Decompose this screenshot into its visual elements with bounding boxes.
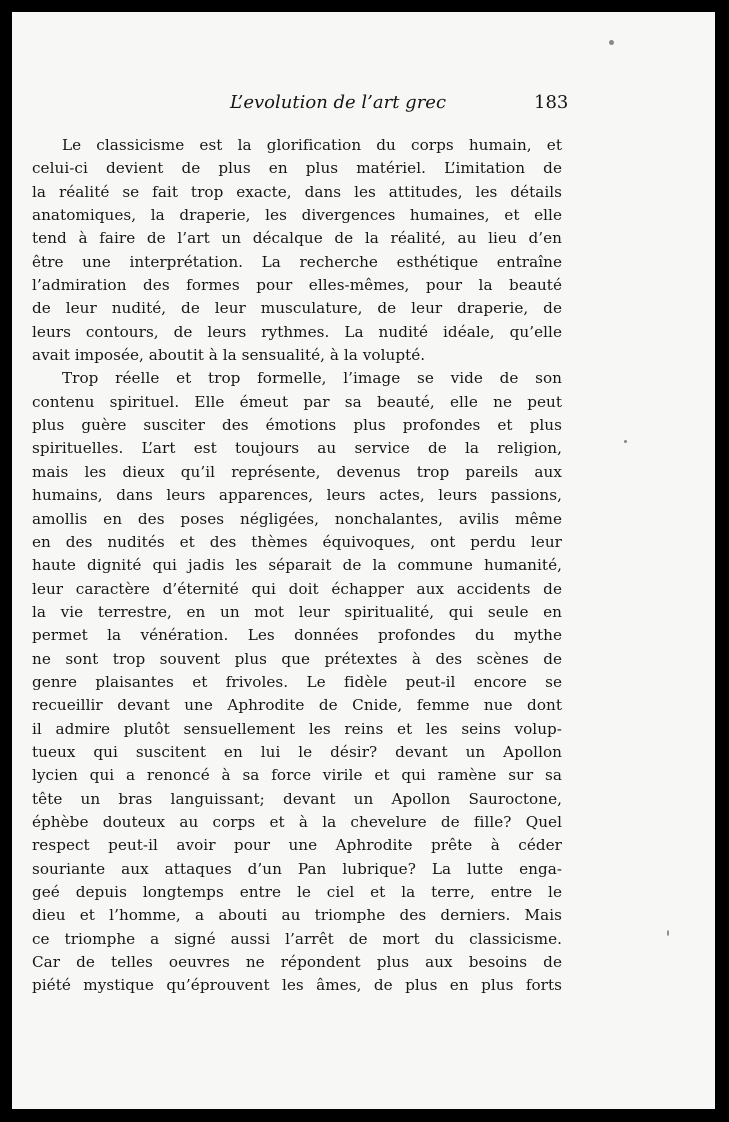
text-line: tend à faire de l’art un décalque de la réalité, au lieu d’en <box>32 229 562 248</box>
text-line: leur caractère d’éternité qui doit échapper aux accidents de <box>32 579 562 598</box>
text-line: plus guère susciter des émotions plus profondes et plus <box>32 416 562 435</box>
text-line: celui-ci devient de plus en plus matériel. L’imitation de <box>32 159 562 178</box>
running-header <box>12 92 715 122</box>
text-line: en des nudités et des thèmes équivoques, ont perdu leur <box>32 532 562 551</box>
text-line: contenu spirituel. Elle émeut par sa beauté, elle ne peut <box>32 392 562 411</box>
text-line: avait imposée, aboutit à la sensualité, à la volupté. <box>32 346 426 365</box>
text-line: genre plaisantes et frivoles. Le fidèle peut-il encore se <box>32 672 562 691</box>
book-page <box>12 12 715 1109</box>
text-line: respect peut-il avoir pour une Aphrodite prête à céder <box>32 836 562 855</box>
text-line: la vie terrestre, en un mot leur spiritualité, qui seule en <box>32 602 562 621</box>
text-line: il admire plutôt sensuellement les reins et les seins volup- <box>32 719 562 738</box>
text-line: dieu et l’homme, a abouti au triomphe des derniers. Mais <box>32 906 562 925</box>
text-line: lycien qui a renoncé à sa force virile et qui ramène sur sa <box>32 766 562 785</box>
text-line: Trop réelle et trop formelle, l’image se vide de son <box>62 369 562 388</box>
text-line: spirituelles. L’art est toujours au service de la religion, <box>32 439 562 458</box>
text-line: Le classicisme est la glorification du corps humain, et <box>62 136 562 154</box>
text-line: tête un bras languissant; devant un Apollon Sauroctone, <box>32 789 562 808</box>
text-line: souriante aux attaques d’un Pan lubrique? La lutte enga- <box>32 859 562 878</box>
text-line: la réalité se fait trop exacte, dans les attitudes, les détails <box>32 182 562 201</box>
paper-speck <box>609 40 614 45</box>
text-line: éphèbe douteux au corps et à la chevelure de fille? Quel <box>32 812 562 831</box>
text-line: piété mystique qu’éprouvent les âmes, de plus en plus forts <box>32 976 562 995</box>
text-line: mais les dieux qu’il représente, devenus trop pareils aux <box>32 462 562 481</box>
paper-speck <box>667 930 669 936</box>
text-line: recueillir devant une Aphrodite de Cnide, femme nue dont <box>32 696 562 715</box>
text-line: l’admiration des formes pour elles-mêmes, pour la beauté <box>32 276 562 295</box>
text-line: permet la vénération. Les données profondes du mythe <box>32 626 562 645</box>
text-line: amollis en des poses négligées, nonchalantes, avilis même <box>32 509 562 528</box>
text-line: geé depuis longtemps entre le ciel et la terre, entre le <box>32 883 562 901</box>
text-line: Car de telles oeuvres ne répondent plus aux besoins de <box>32 953 562 972</box>
text-line: haute dignité qui jadis les séparait de la commune humanité, <box>32 556 562 575</box>
body-text <box>32 134 562 998</box>
text-line: tueux qui suscitent en lui le désir? devant un Apollon <box>32 742 562 761</box>
text-line: anatomiques, la draperie, les divergences humaines, et elle <box>32 206 562 225</box>
paper-speck <box>624 440 627 443</box>
text-line: leurs contours, de leurs rythmes. La nudité idéale, qu’elle <box>32 322 562 341</box>
text-line: ce triomphe a signé aussi l’arrêt de mort du classicisme. <box>32 929 562 948</box>
text-line: être une interprétation. La recherche esthétique entraîne <box>32 252 562 271</box>
page-number: 183 <box>534 92 569 113</box>
text-line: ne sont trop souvent plus que prétextes à des scènes de <box>32 649 562 668</box>
text-line: de leur nudité, de leur musculature, de leur draperie, de <box>32 299 562 318</box>
text-line: humains, dans leurs apparences, leurs actes, leurs passions, <box>32 486 562 505</box>
running-title: L’evolution de l’art grec <box>230 92 447 113</box>
